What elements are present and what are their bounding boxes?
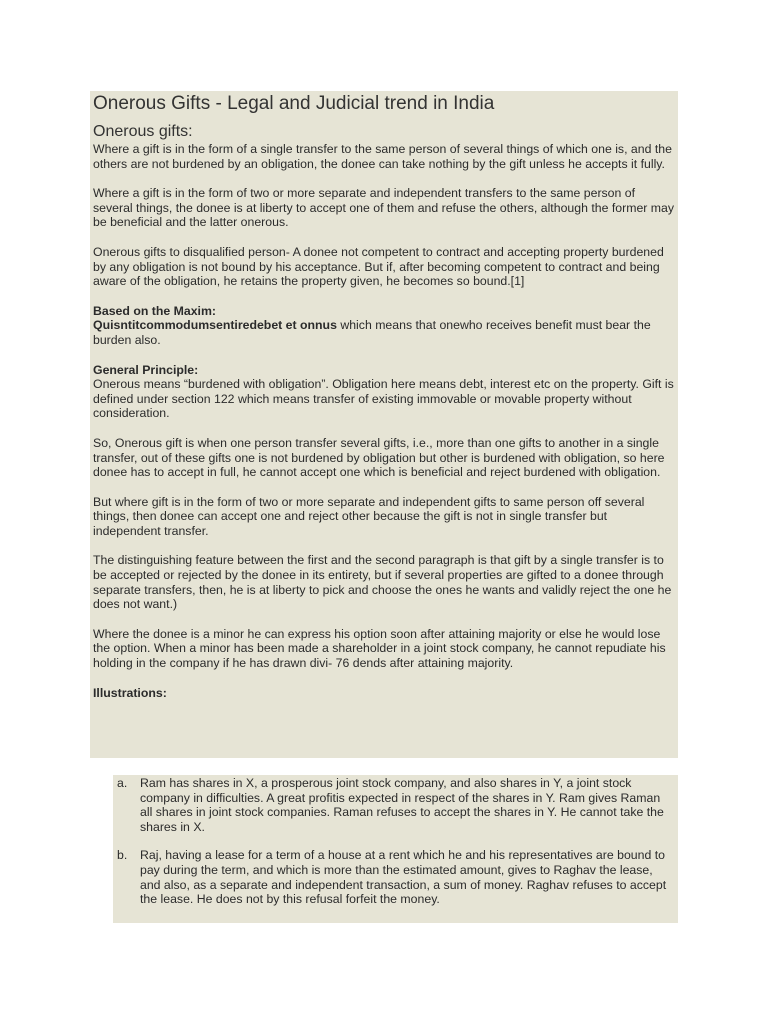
maxim-explanation: which means that onewho receives benefit must bear the burden also. [93,318,651,347]
maxim-text: Quisntitcommodumsentiredebet et onnus [93,318,337,333]
paragraph-onerous-gift-definition: So, Onerous gift is when one person transfer several gifts, i.e., more than one gifts to another in a single transfer, out of these gifts one is not burdened by obligation but other is burdened with obligation, so here donee has to accept in full, he cannot accept one which is beneficial and reject burdened with obligation. [93,435,665,480]
paragraph-single-transfer: Where a gift is in the form of a single transfer to the same person of several things of which one is, and the others are not burdened by an obligation, the donee can take nothing by the gift unless he accepts it fully. [93,142,672,171]
paragraph-independent-gifts: But where gift is in the form of two or more separate and independent gifts to same person off several things, then donee can accept one and reject other because the gift is not in single transfer but independent transfer. [93,494,645,538]
list-item [113,848,673,906]
list-item-text: Raj, having a lease for a term of a house at a rent which he and his representatives are bound to pay during the term, and which is more than the estimated amount, gives to Raghav the lease, and also, as a separate and independent transaction, a sum of money. Raghav refuses to accept the lease. He does not by this refusal forfeit the money. [140,848,667,907]
maxim-heading: Based on the Maxim: [93,303,216,318]
page-title: Onerous Gifts - Legal and Judicial trend in India [93,93,495,114]
list-marker: a. [117,776,128,790]
section-heading: Onerous gifts: [93,123,193,140]
paragraph-maxim [93,304,677,348]
paragraph-general-principle [93,363,677,421]
list-item-text: Ram has shares in X, a prosperous joint stock company, and also shares in Y, a joint stock company in difficulties. A great profitis expected in respect of the shares in Y. Ram gives Raman all shares in joint stock companies. Raman refuses to accept the shares in Y. He cannot take the shares in X. [140,776,664,834]
paragraph-distinguishing-feature: The distinguishing feature between the first and the second paragraph is that gift by a single transfer is to be accepted or rejected by the donee in its entirety, but if several properties are gifted to a donee through separate transfers, then, he is at liberty to pick and choose the ones he wants and validly reject the one he does not want.) [93,553,672,612]
list-marker: b. [117,848,128,863]
list-item [113,776,673,834]
illustrations-list [113,776,673,921]
principle-heading: General Principle: [93,362,199,377]
paragraph-minor-donee: Where the donee is a minor he can express his option soon after attaining majority or else he would lose the option. When a minor has been made a shareholder in a joint stock company, he cannot repudiate his holding in the company if he has drawn divi- 76 dends after attaining majority. [93,626,666,671]
paragraph-separate-transfers: Where a gift is in the form of two or more separate and independent transfers to the same person of several things, the donee is at liberty to accept one of them and refuse the others, although the former may be beneficial and the latter onerous. [93,186,675,230]
illustrations-heading: Illustrations: [93,685,167,700]
principle-text: Onerous means “burdened with obligation”. Obligation here means debt, interest etc on the property. Gift is defined under section 122 which means transfer of existing immovable or movable property without consideration. [93,377,674,421]
article-body [93,92,677,715]
paragraph-disqualified-person: Onerous gifts to disqualified person- A donee not competent to contract and accepting property burdened by any obligation is not bound by his acceptance. But if, after becoming competent to contract and being aware of the obligation, he retains the property given, he becomes so bound.[1] [93,244,664,289]
